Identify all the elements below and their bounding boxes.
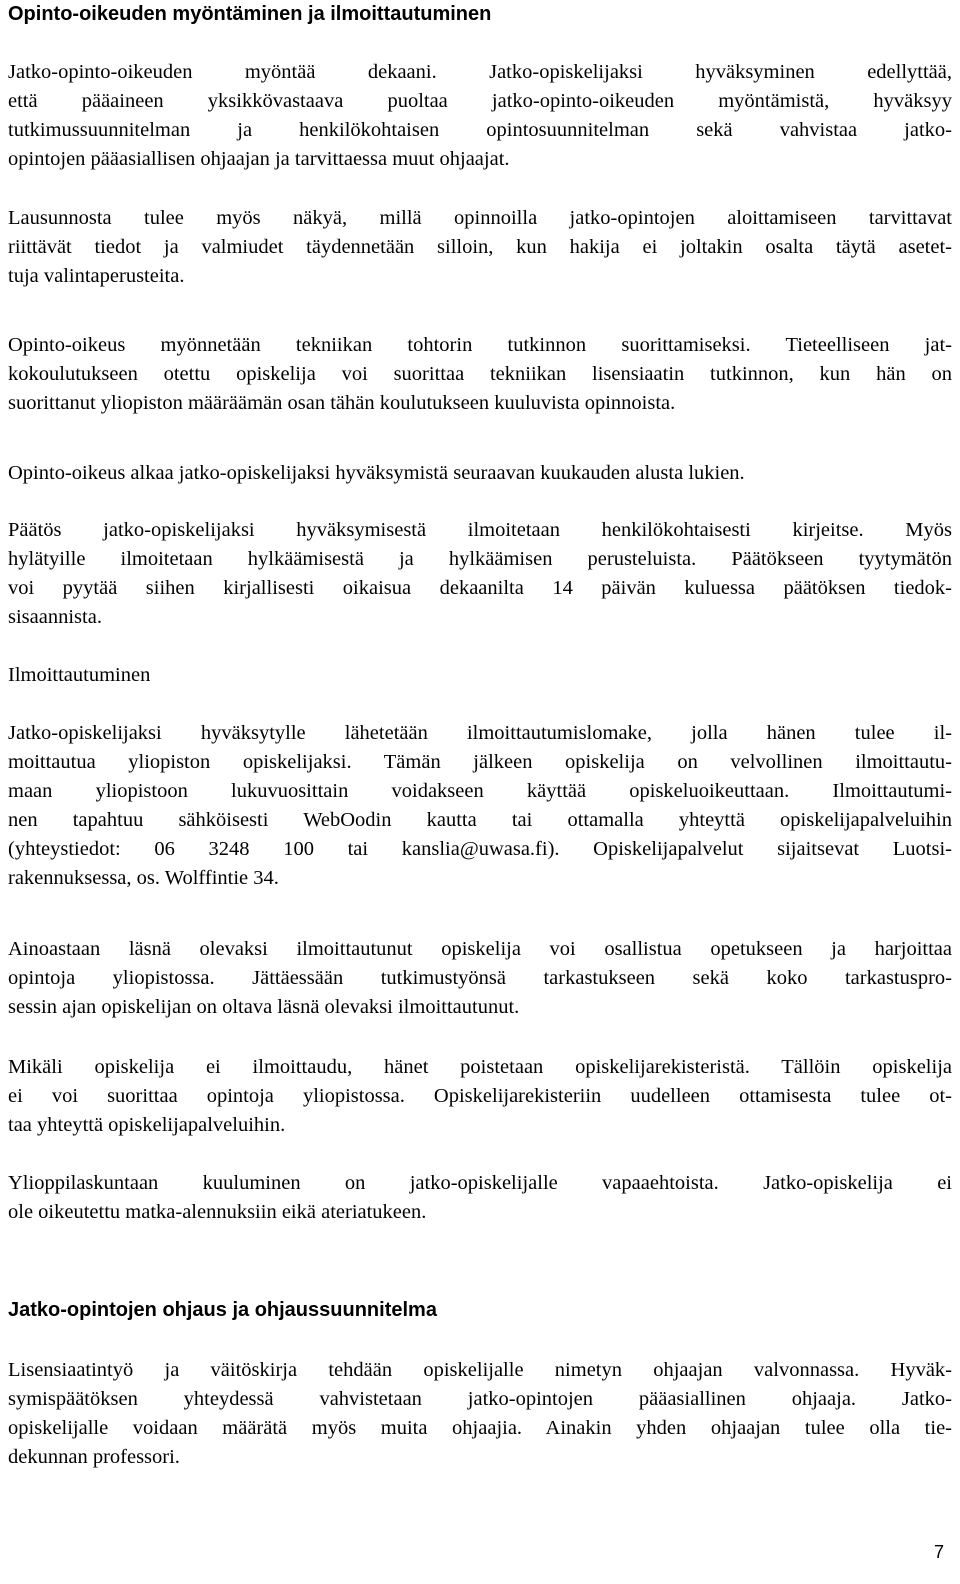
paragraph — [8, 1169, 952, 1227]
text-line: opintojen pääasiallisen ohjaajan ja tarvittaessa muut ohjaajat. — [8, 148, 510, 170]
text-line: ole oikeutettu matka-alennuksiin eikä ateriatukeen. — [8, 1201, 427, 1223]
text-line: (yhteystiedot: 06 3248 100 tai kanslia@uwasa.fi). Opiskelijapalvelut sijaitsevat Luotsi- — [8, 838, 952, 860]
text-line: riittävät tiedot ja valmiudet täydennetään silloin, kun hakija ei joltakin osalta täytä asetet- — [8, 236, 952, 258]
paragraph — [8, 204, 952, 291]
text-line: opiskelijalle voidaan määrätä myös muita ohjaajia. Ainakin yhden ohjaajan tulee olla tie- — [8, 1417, 952, 1439]
paragraph — [8, 459, 952, 488]
text-line: maan yliopistoon lukuvuosittain voidakseen käyttää opiskeluoikeuttaan. Ilmoittautumi- — [8, 780, 952, 802]
text-line: taa yhteyttä opiskelijapalveluihin. — [8, 1114, 286, 1136]
text-line: Lausunnosta tulee myös näkyä, millä opinnoilla jatko-opintojen aloittamiseen tarvittavat — [8, 207, 952, 229]
text-line: dekunnan professori. — [8, 1446, 180, 1468]
section-heading: Opinto-oikeuden myöntäminen ja ilmoittautuminen — [8, 3, 492, 25]
page-number: 7 — [934, 1542, 945, 1562]
text-line: opintoja yliopistossa. Jättäessään tutkimustyönsä tarkastukseen sekä koko tarkastuspro- — [8, 967, 952, 989]
text-line: Päätös jatko-opiskelijaksi hyväksymisestä ilmoitetaan henkilökohtaisesti kirjeitse. Myös — [8, 519, 952, 541]
text-line: Lisensiaatintyö ja väitöskirja tehdään opiskelijalle nimetyn ohjaajan valvonnassa. Hyväk- — [8, 1359, 952, 1381]
text-line: tuja valintaperusteita. — [8, 265, 185, 287]
paragraph — [8, 1053, 952, 1140]
section-heading: Jatko-opintojen ohjaus ja ohjaussuunnitelma — [8, 1299, 437, 1321]
text-line: Opinto-oikeus myönnetään tekniikan tohtorin tutkinnon suorittamiseksi. Tieteelliseen jat- — [8, 334, 952, 356]
subheading: Ilmoittautuminen — [8, 664, 151, 686]
paragraph — [8, 331, 952, 418]
text-line: että pääaineen yksikkövastaava puoltaa jatko-opinto-oikeuden myöntämistä, hyväksyy — [8, 90, 952, 112]
paragraph — [8, 58, 952, 174]
text-line: Ainoastaan läsnä olevaksi ilmoittautunut opiskelija voi osallistua opetukseen ja harjoittaa — [8, 938, 952, 960]
paragraph — [8, 935, 952, 1022]
text-line: Ylioppilaskuntaan kuuluminen on jatko-opiskelijalle vapaaehtoista. Jatko-opiskelija ei — [8, 1172, 952, 1194]
text-line: symispäätöksen yhteydessä vahvistetaan jatko-opintojen pääasiallinen ohjaaja. Jatko- — [8, 1388, 952, 1410]
text-line: Jatko-opiskelijaksi hyväksytylle lähetetään ilmoittautumislomake, jolla hänen tulee il- — [8, 722, 952, 744]
text-line: Opinto-oikeus alkaa jatko-opiskelijaksi hyväksymistä seuraavan kuukauden alusta lukien. — [8, 462, 745, 484]
text-line: kokoulutukseen otettu opiskelija voi suorittaa tekniikan lisensiaatin tutkinnon, kun hän on — [8, 363, 952, 385]
paragraph — [8, 1356, 952, 1472]
text-line: rakennuksessa, os. Wolffintie 34. — [8, 867, 279, 889]
text-line: Mikäli opiskelija ei ilmoittaudu, hänet poistetaan opiskelijarekisteristä. Tällöin opiskelija — [8, 1056, 952, 1078]
text-line: sisaannista. — [8, 606, 102, 628]
text-line: hylätyille ilmoitetaan hylkäämisestä ja hylkäämisen perusteluista. Päätökseen tyytymätön — [8, 548, 952, 570]
text-line: suorittanut yliopiston määräämän osan tähän koulutukseen kuuluvista opinnoista. — [8, 392, 676, 414]
paragraph — [8, 719, 952, 893]
text-line: Jatko-opinto-oikeuden myöntää dekaani. Jatko-opiskelijaksi hyväksyminen edellyttää, — [8, 61, 952, 83]
text-line: tutkimussuunnitelman ja henkilökohtaisen opintosuunnitelman sekä vahvistaa jatko- — [8, 119, 952, 141]
text-line: moittautua yliopiston opiskelijaksi. Tämän jälkeen opiskelija on velvollinen ilmoittautu- — [8, 751, 952, 773]
text-line: ei voi suorittaa opintoja yliopistossa. Opiskelijarekisteriin uudelleen ottamisesta tulee ot- — [8, 1085, 952, 1107]
text-line: sessin ajan opiskelijan on oltava läsnä olevaksi ilmoittautunut. — [8, 996, 520, 1018]
paragraph — [8, 516, 952, 632]
text-line: voi pyytää siihen kirjallisesti oikaisua dekaanilta 14 päivän kuluessa päätöksen tiedok- — [8, 577, 952, 599]
text-line: nen tapahtuu sähköisesti WebOodin kautta tai ottamalla yhteyttä opiskelijapalveluihin — [8, 809, 952, 831]
